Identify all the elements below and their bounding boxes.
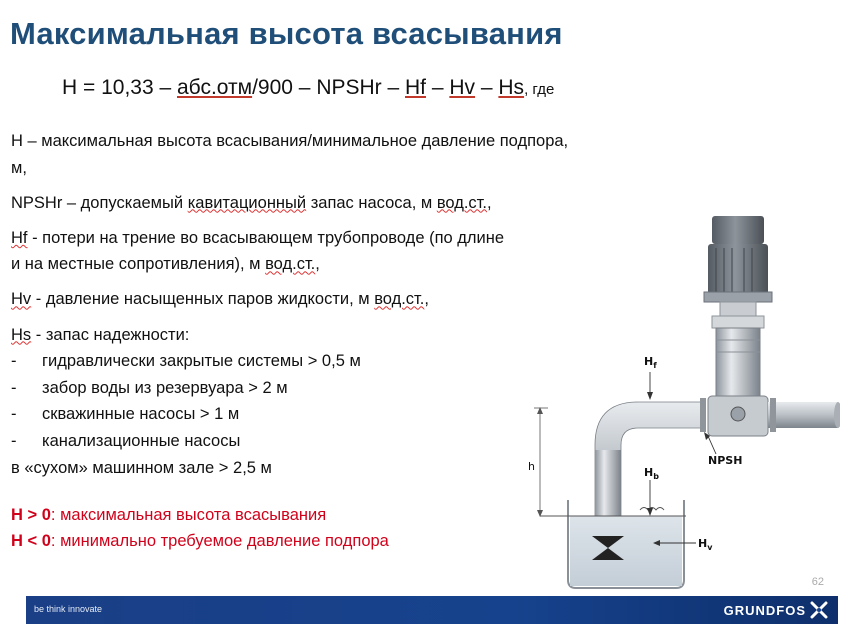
condition-negative-text: : минимально требуемое давление подпора (50, 532, 389, 551)
pump-motor (704, 216, 772, 328)
hs-text: - запас надежности: (31, 325, 190, 344)
discharge-pipe (768, 402, 838, 428)
condition-positive-bold: H > 0 (11, 505, 51, 524)
svg-text:Hf (644, 355, 657, 370)
npshr-text: запас насоса, м (306, 193, 437, 212)
list-dash: - (11, 352, 17, 371)
list-text: забор воды из резервуара > 2 м (42, 378, 288, 397)
pump-diagram (520, 210, 840, 590)
npshr-kav: кавитационный (187, 193, 307, 212)
formula-part: – (475, 76, 499, 99)
dry-room-text: в «сухом» машинном зале > 2,5 м (11, 458, 272, 477)
definition-h-line1: H – максимальная высота всасывания/минимальное давление подпора, (11, 132, 569, 150)
svg-text:Hv (698, 537, 713, 552)
hv-vod: вод.ст. (374, 290, 425, 309)
label-h: h (528, 460, 535, 473)
hv-term: Hv (11, 290, 32, 309)
list-text: скважинные насосы > 1 м (42, 405, 240, 424)
formula-tail: , где (524, 81, 555, 98)
label-hv: H (698, 537, 708, 550)
hf-term: Hf (11, 228, 28, 247)
condition-positive-text: : максимальная высота всасывания (50, 505, 327, 524)
footer-tagline: be think innovate (34, 604, 103, 614)
list-dash: - (11, 431, 17, 450)
label-hv-sub: v (707, 543, 713, 552)
pump-body (708, 328, 768, 436)
hf-vod: вод.ст. (265, 255, 316, 274)
formula (62, 76, 554, 100)
page-number: 62 (811, 576, 824, 588)
formula-hf: Hf (405, 76, 426, 99)
definition-h (11, 128, 711, 181)
footer-bar (26, 596, 838, 624)
list-dash: - (11, 405, 17, 424)
svg-text:Hb (644, 466, 659, 481)
hs-term: Hs (11, 325, 32, 344)
formula-part: H = 10,33 – (62, 76, 177, 99)
label-npsh: NPSH (708, 454, 743, 467)
grundfos-x-icon (810, 601, 828, 619)
grundfos-logo: GRUNDFOS (723, 603, 806, 618)
npshr-vod: вод.ст. (436, 193, 487, 212)
hf-end: , (315, 255, 320, 274)
list-text: канализационные насосы (42, 431, 241, 450)
formula-part: – (426, 76, 450, 99)
formula-hs: Hs (498, 76, 525, 99)
formula-abs: абс.отм (177, 76, 253, 99)
hv-end: , (424, 290, 429, 309)
formula-part: /900 – NPSHr – (252, 76, 405, 99)
npshr-text: NPSHr – допускаемый (11, 193, 188, 212)
hf-text: и на местные сопротивления), м (11, 255, 266, 274)
label-hb-sub: b (653, 472, 659, 481)
label-hf: H (644, 355, 654, 368)
definition-h-line2: м, (11, 158, 27, 177)
hv-text: - давление насыщенных паров жидкости, м (31, 290, 375, 309)
list-dash: - (11, 378, 17, 397)
hf-text: - потери на трение во всасывающем трубопроводе (по длине (27, 228, 505, 247)
list-text: гидравлически закрытые системы > 0,5 м (42, 352, 361, 371)
slide-title: Максимальная высота всасывания (10, 16, 563, 51)
npshr-end: , (487, 193, 492, 212)
label-hb: H (644, 466, 654, 479)
label-hf-sub: f (653, 361, 657, 370)
condition-negative-bold: H < 0 (11, 532, 51, 551)
formula-hv: Hv (449, 76, 476, 99)
